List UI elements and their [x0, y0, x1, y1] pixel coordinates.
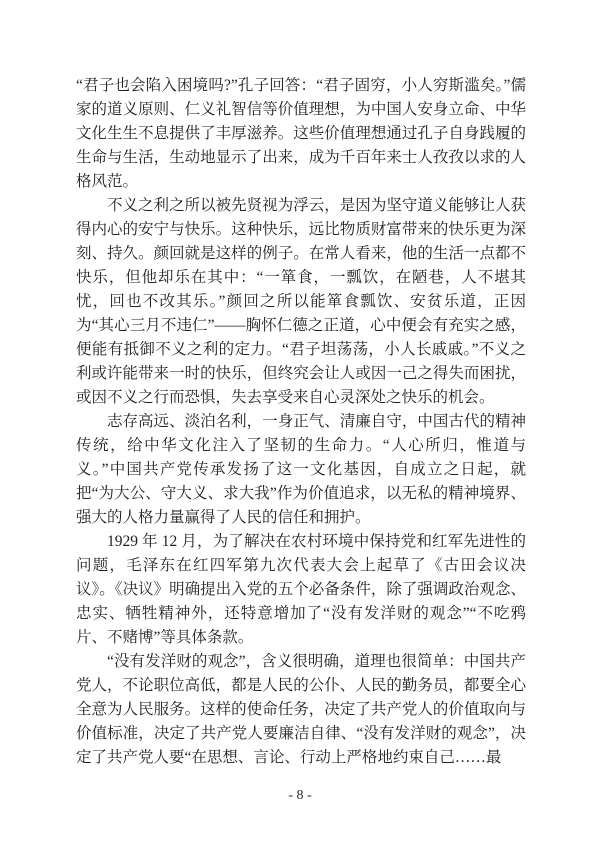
document-body [76, 74, 526, 770]
paragraph: “没有发洋财的观念”，含义很明确，道理也很简单：中国共产党人，不论职位高低，都是人民的公仆、人民的勤务员，都要全心全意为人民服务。这样的使命任务，决定了共产党人的价值取向与价值标准，决定了共产党人要廉洁自律、“没有发洋财的观念”，决定了共产党人要“在思想、言论、行动上严格地约束自己……最 [76, 653, 526, 766]
paragraph: 不义之利之所以被先贤视为浮云，是因为坚守道义能够让人获得内心的安宁与快乐。这种快乐，远比物质财富带来的快乐更为深刻、持久。颜回就是这样的例子。在常人看来，他的生活一点都不快乐，但他却乐在其中：“一箪食，一瓢饮，在陋巷，人不堪其忧，回也不改其乐。”颜回之所以能箪食瓢饮、安贫乐道，正因为“其心三月不违仁”——胸怀仁德之正道，心中便会有充实之感，便能有抵御不义之利的定力。“君子坦荡荡，小人长戚戚。”不义之利或许能带来一时的快乐，但终究会让人或因一己之得失而困扰，或因不义之行而恐惧，失去享受来自心灵深处之快乐的机会。 [76, 197, 526, 406]
page-number: - 8 - [288, 788, 312, 803]
paragraph: 1929 年 12 月，为了解决在农村环境中保持党和红军先进性的问题，毛泽东在红四军第九次代表大会上起草了《古田会议决议》。《决议》明确提出入党的五个必备条件，除了强调政治观念、忠实、牺牲精神外，还特意增加了“没有发洋财的观念”“不吃鸦片、不赌博”等具体条款。 [76, 533, 526, 646]
paragraph: 志存高远、淡泊名利，一身正气、清廉自守，中国古代的精神传统，给中华文化注入了坚韧的生命力。“人心所归，惟道与义。”中国共产党传承发扬了这一文化基因，自成立之日起，就把“为大公、守大义、求大我”作为价值追求，以无私的精神境界、强大的人格力量赢得了人民的信任和拥护。 [76, 413, 526, 526]
paragraph: “君子也会陷入困境吗?”孔子回答：“君子固穷，小人穷斯滥矣。”儒家的道义原则、仁义礼智信等价值理想，为中国人安身立命、中华文化生生不息提供了丰厚滋养。这些价值理想通过孔子自身践履的生命与生活，生动地显示了出来，成为千百年来士人孜孜以求的人格风范。 [76, 77, 526, 190]
